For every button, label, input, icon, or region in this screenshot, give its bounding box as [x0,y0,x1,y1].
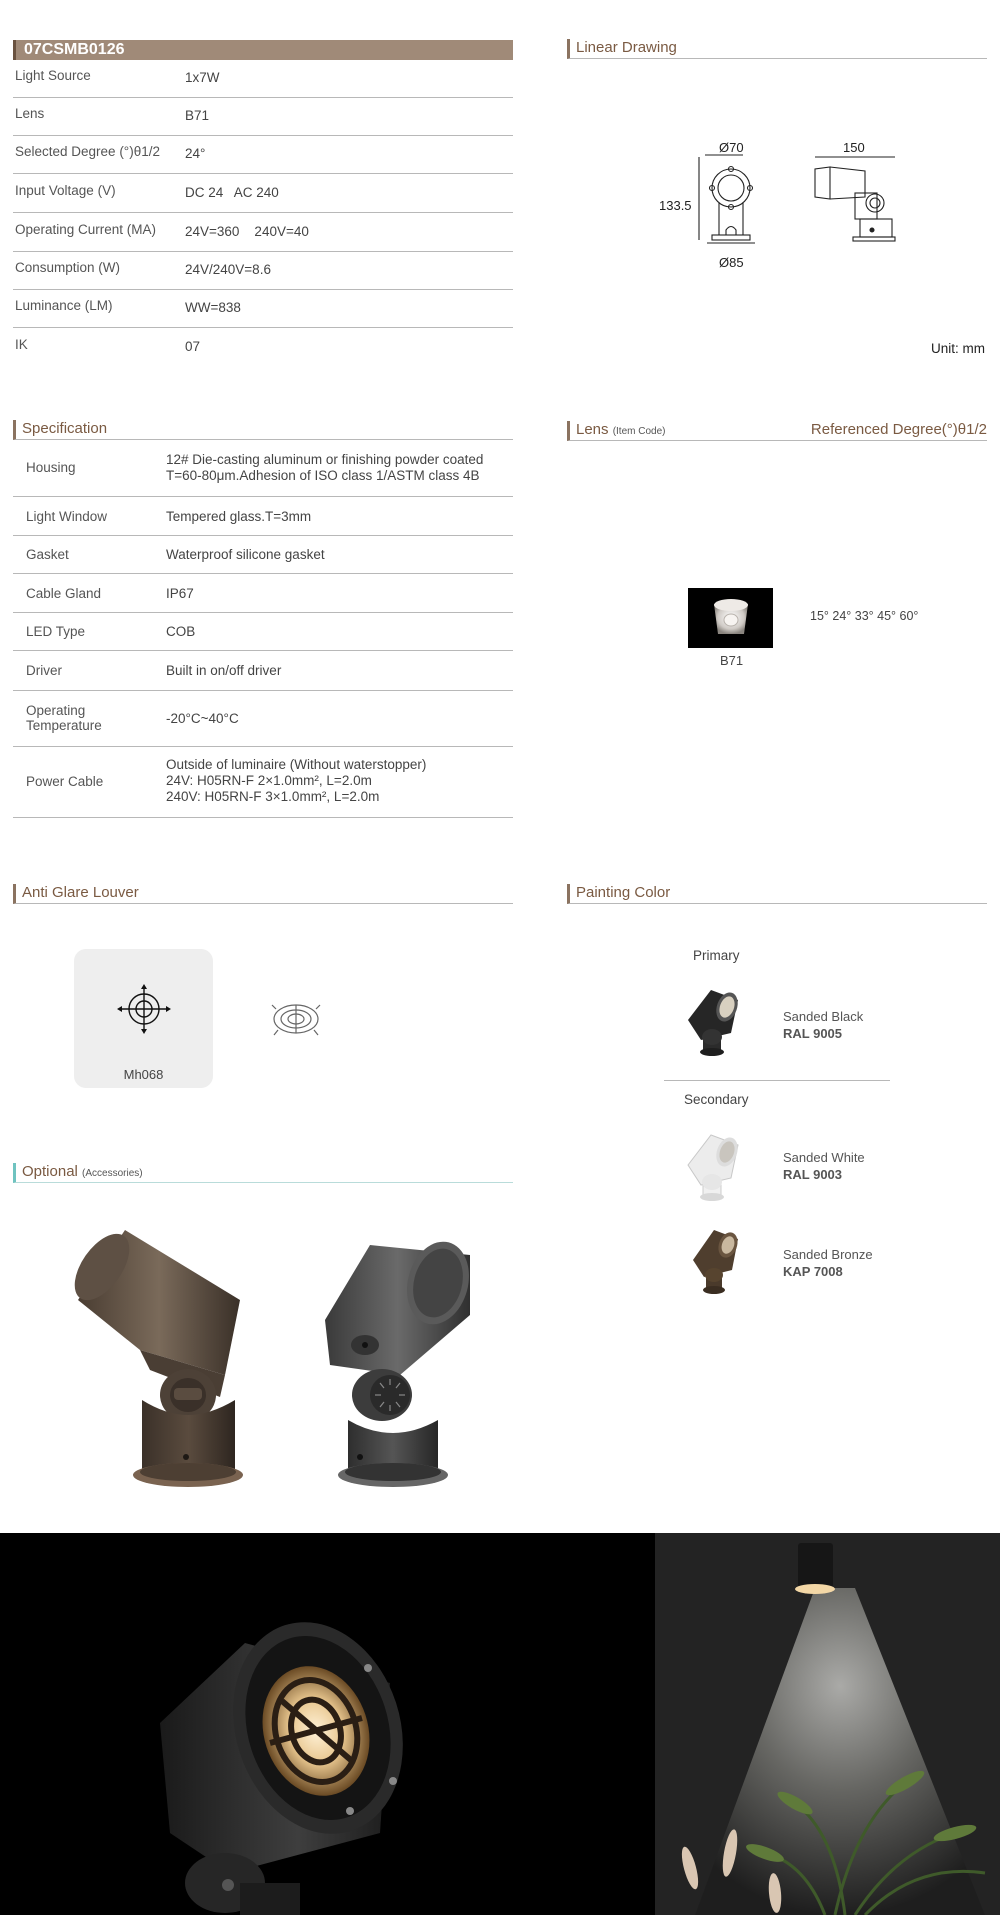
spec-row-housing [13,440,513,497]
color-code-black: RAL 9005 [783,1026,843,1041]
spec-row-gasket [13,536,513,574]
spec-label: Cable Gland [26,586,102,601]
spec-label: Power Cable [26,774,104,789]
lens-icon [688,588,773,648]
optional-title-text: Optional [22,1163,78,1180]
param-row [13,329,513,367]
louver-drawing-icon [266,995,326,1045]
swatch-white-image [683,1130,743,1210]
lens-degrees: 15° 24° 33° 45° 60° [810,609,919,623]
louver-card [74,949,213,1088]
product-photo-scene [655,1533,1000,1915]
param-row [13,60,513,98]
param-row [13,98,513,136]
param-value: 24° [185,146,206,161]
dim-top-diameter: Ø70 [719,140,744,155]
param-label: Input Voltage (V) [15,183,116,198]
lens-title [576,421,666,441]
spec-value-line: Built in on/off driver [166,663,282,678]
spec-value-line: Waterproof silicone gasket [166,547,325,562]
optional-subtitle: (Accessories) [82,1168,143,1179]
spec-row-driver [13,651,513,691]
spec-row-led-type [13,613,513,651]
spec-value-line: Outside of luminaire (Without waterstopper) [166,757,427,772]
linear-drawing-title: Linear Drawing [576,39,677,56]
spec-row-power-cable [13,747,513,818]
louver-symbol-icon [114,981,174,1037]
param-row [13,252,513,290]
swatch-bronze-image [688,1225,743,1305]
param-row [13,175,513,213]
spec-label: Operating Temperature [26,703,102,733]
spec-value-line: 12# Die-casting aluminum or finishing powder coated [166,452,484,467]
louver-item-code: Mh068 [123,1067,164,1082]
color-code-bronze: KAP 7008 [783,1264,843,1279]
lens-header [567,421,987,441]
product-code: 07CSMB0126 [24,41,125,58]
color-divider [664,1080,890,1081]
param-row [13,136,513,174]
dim-side-length: 150 [843,140,865,155]
color-name-black: Sanded Black [783,1009,864,1024]
spec-value-line: T=60-80μm.Adhesion of ISO class 1/ASTM class 4B [166,468,480,483]
spec-value-line: COB [166,624,196,639]
spec-label: Light Window [26,509,108,524]
specification-header [13,420,513,440]
param-label: Lens [15,106,45,121]
bronze-spotlight-image [70,1225,250,1490]
product-photo-dark [0,1533,655,1915]
lens-image [688,588,773,648]
optional-title [22,1163,143,1183]
linear-drawing-figure [655,135,915,275]
spotlight-closeup-image [0,1533,655,1915]
spec-value-line: -20°C~40°C [166,711,239,726]
param-label: Operating Current (MA) [15,222,157,237]
param-label: Luminance (LM) [15,298,113,313]
param-value: 24V=360 240V=40 [185,224,309,239]
linear-drawing-header [567,39,987,59]
spec-row-operating-temperature [13,691,513,747]
param-value: 07 [185,339,201,354]
spec-row-cable-gland [13,574,513,613]
param-value: 1x7W [185,70,220,85]
spec-value-line: Tempered glass.T=3mm [166,509,312,524]
lens-title-text: Lens [576,421,609,438]
dim-base-diameter: Ø85 [719,255,744,270]
specification-title: Specification [22,420,108,437]
unit-label: Unit: mm [931,341,985,356]
spec-label: Driver [26,663,62,678]
param-value: DC 24 AC 240 [185,185,279,200]
painting-color-header [567,884,987,904]
param-row [13,290,513,328]
dim-height: 133.5 [659,198,692,213]
spec-value-line: 24V: H05RN-F 2×1.0mm², L=2.0m [166,773,372,788]
spec-label: LED Type [26,624,86,639]
spec-value-line: IP67 [166,586,194,601]
param-label: Selected Degree (°)θ1/2 [15,144,160,159]
swatch-black-image [683,985,743,1065]
param-label: IK [15,337,28,352]
param-label: Light Source [15,68,91,83]
black-spotlight-image [320,1225,480,1490]
spec-label: Gasket [26,547,69,562]
secondary-label: Secondary [684,1092,749,1107]
color-name-bronze: Sanded Bronze [783,1247,873,1262]
product-code-bar [13,40,513,60]
param-label: Consumption (W) [15,260,121,275]
color-code-white: RAL 9003 [783,1167,843,1182]
spec-label: Housing [26,460,76,475]
lens-subtitle: (Item Code) [612,426,666,437]
anti-glare-header [13,884,513,904]
wall-wash-scene-image [655,1533,1000,1915]
lens-right-title: Referenced Degree(°)θ1/2 [810,421,987,438]
anti-glare-title: Anti Glare Louver [22,884,139,901]
spec-value-line: 240V: H05RN-F 3×1.0mm², L=2.0m [166,789,380,804]
optional-header [13,1163,513,1183]
param-value: WW=838 [185,300,241,315]
param-row [13,214,513,252]
primary-label: Primary [693,948,740,963]
color-name-white: Sanded White [783,1150,865,1165]
lens-item-code: B71 [720,653,744,668]
painting-color-title: Painting Color [576,884,671,901]
param-value: 24V/240V=8.6 [185,262,271,277]
spec-row-light-window [13,497,513,536]
param-value: B71 [185,108,210,123]
